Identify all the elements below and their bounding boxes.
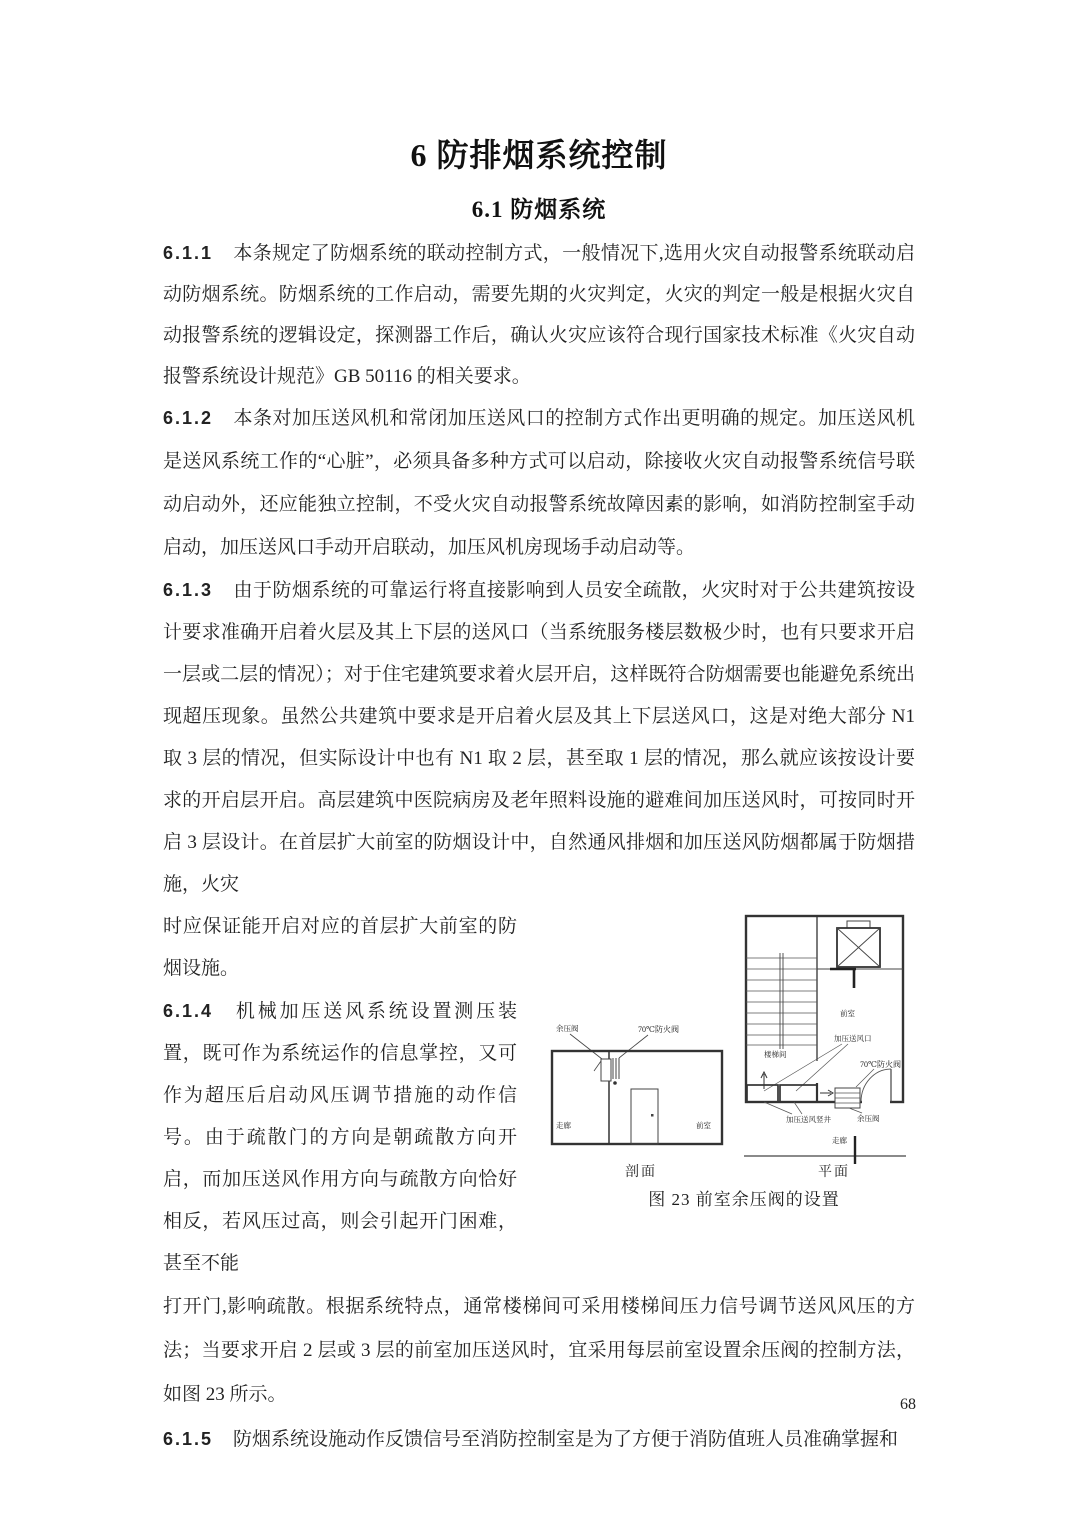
clause-text: 防烟系统设施动作反馈信号至消防控制室是为了方便于消防值班人员准确掌握和: [233, 1429, 899, 1450]
paragraph-6-1-3: [163, 569, 915, 906]
clause-number: 6.1.4: [163, 1001, 214, 1021]
relief-valve-label: 余压阀: [556, 1024, 579, 1033]
paragraph-6-1-1: [163, 233, 915, 397]
front-room-label: 前室: [840, 1009, 855, 1018]
front-room-label: 前室: [696, 1121, 711, 1130]
figure-caption: 图 23 前室余压阀的设置: [648, 1190, 840, 1209]
chapter-title: 6 防排烟系统控制: [410, 137, 668, 173]
paragraph-6-1-4: [163, 990, 517, 1285]
narrow-text-column: [163, 906, 517, 1285]
clause-number: 6.1.1: [163, 243, 214, 263]
corridor-label: 走廊: [556, 1121, 571, 1130]
stairwell-label: 楼梯间: [764, 1050, 787, 1059]
paragraph-6-1-4-continued: [163, 1285, 915, 1417]
clause-text: 本条规定了防烟系统的联动控制方式，一般情况下,选用火灾自动报警系统联动启动防烟系统。防烟系统的工作启动，需要先期的火灾判定，火灾的判定一般是根据火灾自动报警系统的逻辑设定，探测器工作后，确认火灾应该符合现行国家技术标准《火灾自动报警系统设计规范》GB 50116 的相关要求。: [163, 243, 915, 387]
plan-view-caption: 平面: [818, 1165, 850, 1180]
page-number: 68: [900, 1396, 916, 1413]
section-view-caption: 剖面: [625, 1165, 657, 1180]
plan-view-diagram: [744, 911, 924, 1167]
clause-text: 时应保证能开启对应的首层扩大前室的防烟设施。: [163, 916, 517, 979]
supply-outlet-label: 加压送风口: [834, 1034, 872, 1043]
fire-damper-label: 70℃防火阀: [860, 1060, 901, 1069]
fire-damper-label: 70℃防火阀: [638, 1025, 679, 1034]
section-title: 6.1 防烟系统: [471, 197, 607, 222]
figure-23: [548, 911, 940, 1211]
clause-text: 机械加压送风系统设置测压装置，既可作为系统运作的信息掌控，又可作为超压后启动风压调节措施的动作信号。由于疏散门的方向是朝疏散方向开启，而加压送风作用方向与疏散方向恰好相反，若风压过高，则会引起开门困难，甚至不能: [163, 1001, 517, 1274]
paragraph-6-1-3-continued: [163, 906, 517, 990]
paragraph-6-1-5: [163, 1417, 915, 1462]
clause-text: 由于防烟系统的可靠运行将直接影响到人员安全疏散，火灾时对于公共建筑按设计要求准确开启着火层及其上下层的送风口（当系统服务楼层数极少时，也有只要求开启一层或二层的情况）；对于住宅建筑要求着火层开启，这样既符合防烟需要也能避免系统出现超压现象。虽然公共建筑中要求是开启着火层及其上下层送风口，这是对绝大部分 N1 取 3 层的情况，但实际设计中也有 N1 取 2 层，甚至取 1 层的情况，那么就应该按设计要求的开启层开启。高层建筑中医院病房及老年照料设施的避难间加压送风时，可按同时开启 3 层设计。在首层扩大前室的防烟设计中，自然通风排烟和加压送风防烟都属于防烟措施，火灾: [163, 580, 915, 895]
text-figure-section: [163, 906, 915, 1285]
clause-number: 6.1.5: [163, 1429, 214, 1449]
corridor-label: 走廊: [832, 1136, 847, 1145]
supply-shaft-label: 加压送风竖井: [786, 1115, 831, 1124]
paragraph-6-1-2: [163, 397, 915, 569]
relief-valve-label: 余压阀: [857, 1114, 880, 1123]
clause-number: 6.1.2: [163, 408, 214, 428]
clause-text: 本条对加压送风机和常闭加压送风口的控制方式作出更明确的规定。加压送风机是送风系统工作的“心脏”，必须具备多种方式可以启动，除接收火灾自动报警系统信号联动启动外，还应能独立控制，不受火灾自动报警系统故障因素的影响，如消防控制室手动启动，加压送风口手动开启联动，加压风机房现场手动启动等。: [163, 408, 915, 558]
section-view-diagram: [550, 1021, 736, 1149]
clause-number: 6.1.3: [163, 580, 214, 600]
clause-text: 打开门,影响疏散。根据系统特点，通常楼梯间可采用楼梯间压力信号调节送风风压的方法；当要求开启 2 层或 3 层的前室加压送风时，宜采用每层前室设置余压阀的控制方法，如图 23 所示。: [163, 1296, 915, 1405]
